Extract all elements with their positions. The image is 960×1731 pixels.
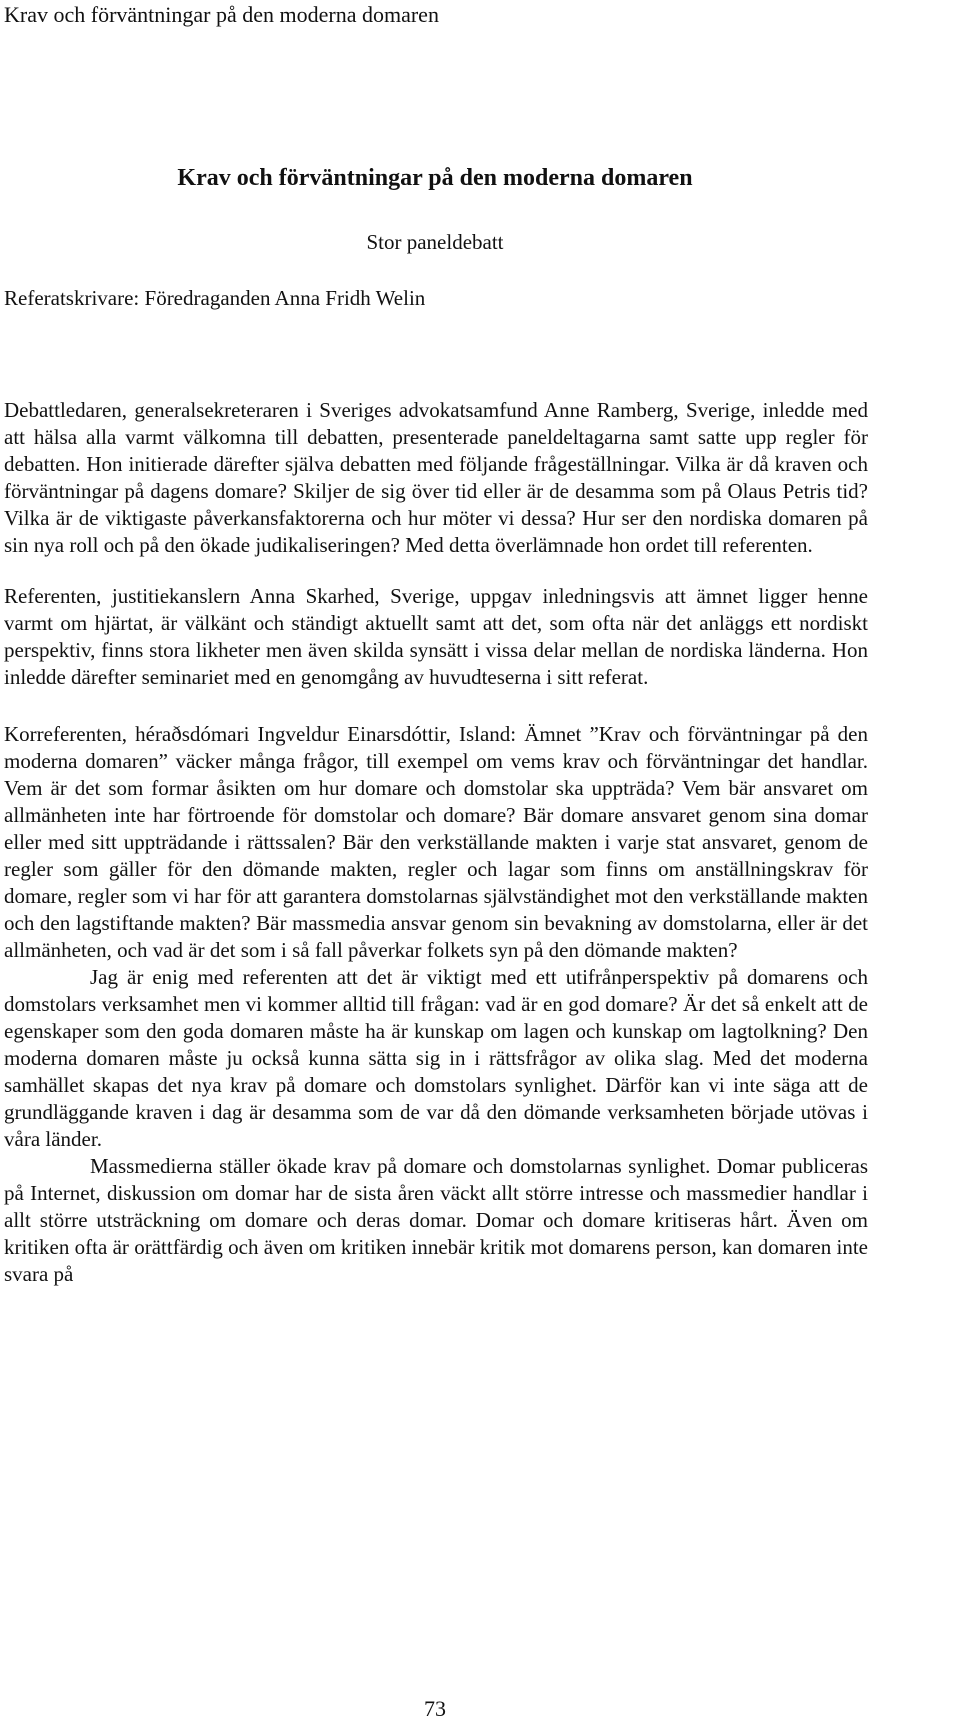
paragraph-co-referent-2: Jag är enig med referenten att det är viktigt med ett utifrånperspektiv på domarens och domstolars verksamhet men vi kommer alltid till frågan: vad är en god domare? Är det så enkelt att de egenskaper som den goda domaren måste ha är kunskap om lagen och kunskap om lagtolkning? Den moderna domaren måste ju också kunna sätta sig in i rättsfrågor av olika slag. Med det moderna samhället skapas det nya krav på domare och domstolars synlighet. Därför kan vi inte säga att de grundläggande kraven i dag är desamma som de var då den dömande verksamheten började utövas i våra länder. (4, 965, 868, 1151)
paragraph-co-referent-3: Massmedierna ställer ökade krav på domare och domstolarnas synlighet. Domar publiceras på Internet, diskussion om domar har de sista åren väckt allt större intresse och massmedier handlar i allt större utsträckning om domare och deras domar. Domar och domare kritiseras hårt. Även om kritiken ofta är orättfärdig och även om kritiken innebär kritik mot domarens person, kan domaren inte svara på (4, 1154, 868, 1286)
page-number: 73 (424, 1696, 446, 1721)
paragraph-co-referent: Korreferenten, héraðsdómari Ingveldur Einarsdóttir, Island: Ämnet ”Krav och förväntningar på den moderna domaren” väcker många frågor, till exempel om vems krav och förväntningar det handlar. Vem är det som formar åsikten om hur domare och domstolar ska uppträda? Vem bär ansvaret om allmänheten inte har förtroende för domstolar och domare? Bär domare ansvaret genom sina domar eller med sitt uppträdande i rättssalen? Bär den verkställande makten i varje stat ansvaret, genom de regler som gäller för den dömande makten, regler och lagar som finns om anställningskrav för domare, regler som vi har för att garantera domstolarnas självständighet mot den verkställande makten och den lagstiftande makten? Bär massmedia ansvar genom sin bevakning av domstolarna, eller är det allmänheten, och vad är det som i så fall påverkar folkets syn på den dömande makten? (4, 722, 868, 962)
document-title: Krav och förväntningar på den moderna domaren (177, 165, 693, 191)
paragraph-moderator: Debattledaren, generalsekreteraren i Sveriges advokatsamfund Anne Ramberg, Sverige, inledde med att hälsa alla varmt välkomna till debatten, presenterade paneldeltagarna samt satte upp regler för debatten. Hon initierade därefter själva debatten med följande frågeställningar. Vilka är då kraven och förväntningar på dagens domare? Skiljer de sig över tid eller är de desamma som på Olaus Petris tid? Vilka är de viktigaste påverkansfaktorerna och hur möter vi dessa? Hur ser den nordiska domaren på sin nya roll och på den ökade judikaliseringen? Med detta överlämnade hon ordet till referenten. (4, 398, 868, 557)
reporter-line: Referatskrivare: Föredraganden Anna Fridh Welin (4, 286, 426, 310)
document-subtitle: Stor paneldebatt (366, 230, 504, 254)
body-text (4, 397, 868, 1288)
paragraph-referent: Referenten, justitiekanslern Anna Skarhed, Sverige, uppgav inledningsvis att ämnet ligger henne varmt om hjärtat, är välkänt och ständigt aktuellt samt att det, som ofta när det anläggs ett nordiskt perspektiv, finns stora likheter men även skilda synsätt i vissa delar mellan de nordiska länderna. Hon inledde därefter seminariet med en genomgång av huvudteserna i sitt referat. (4, 584, 868, 689)
running-header: Krav och förväntningar på den moderna domaren (4, 2, 439, 27)
